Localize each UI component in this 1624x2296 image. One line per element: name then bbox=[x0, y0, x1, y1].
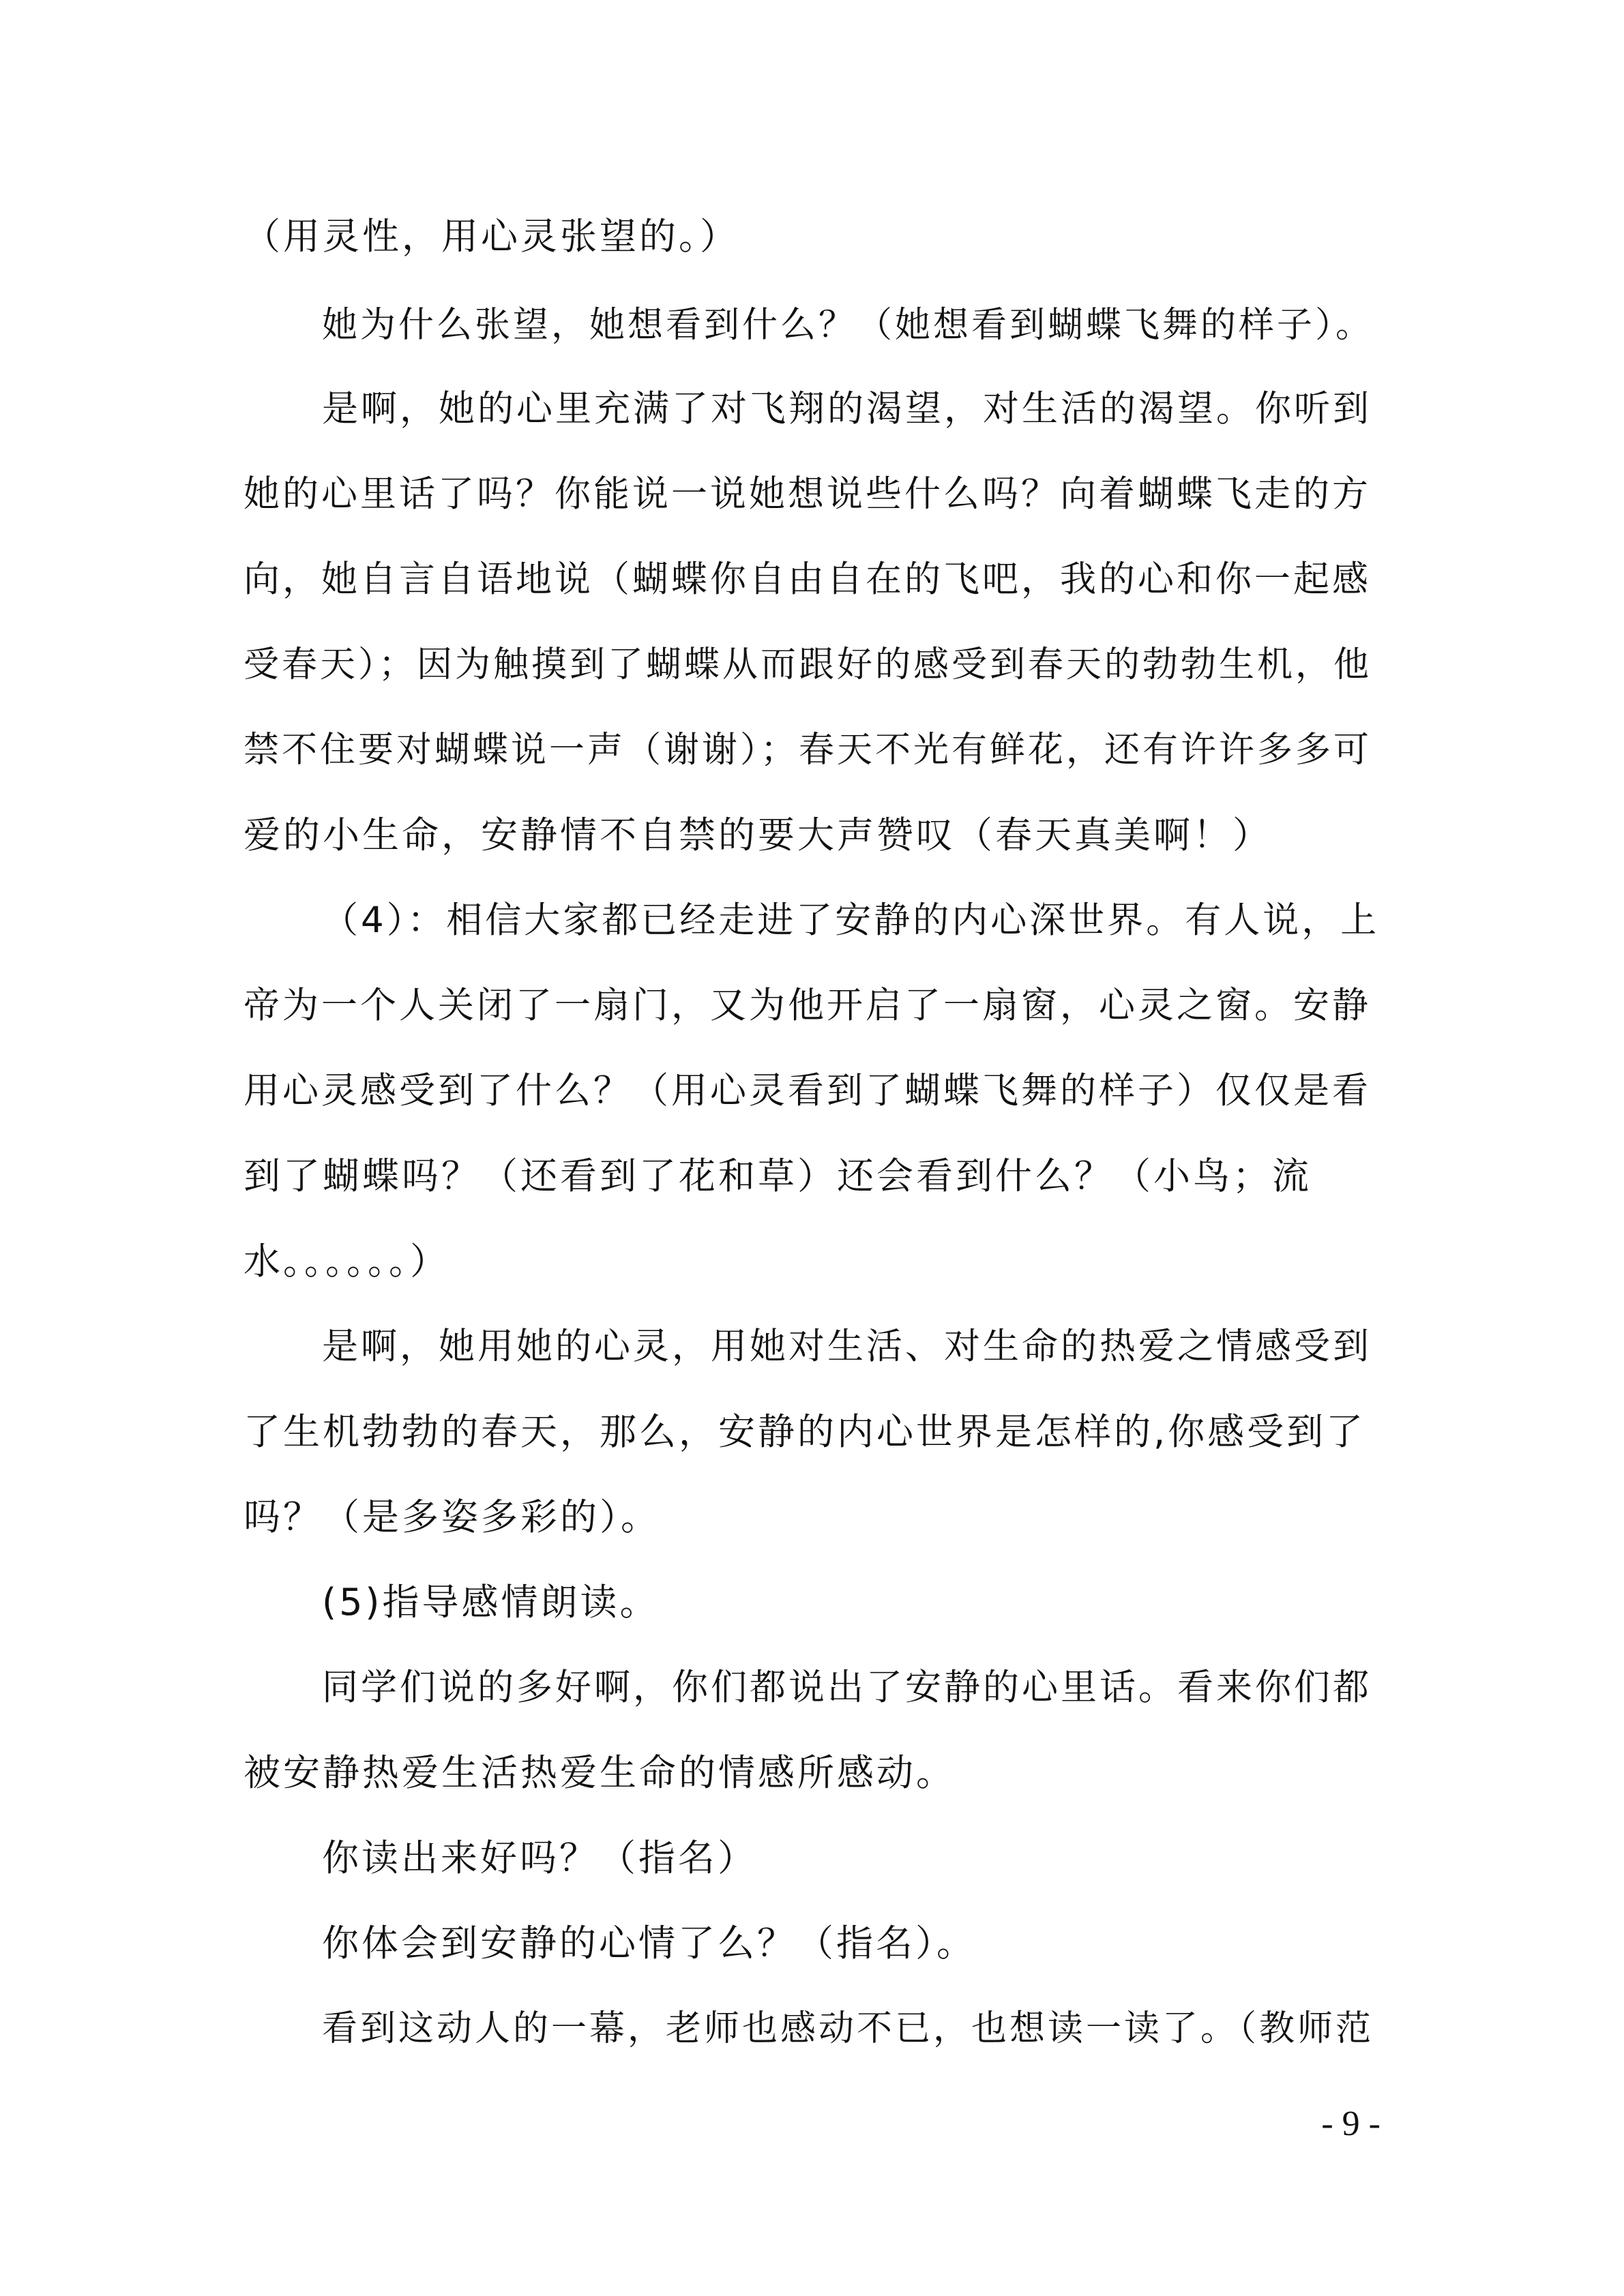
text-line: （用灵性，用心灵张望的。） bbox=[243, 215, 739, 258]
text-line: (5)指导感情朗读。 bbox=[322, 1581, 660, 1624]
text-line: 受春天）；因为触摸到了蝴蝶从而跟好的感受到春天的勃勃生机，他 bbox=[243, 644, 1372, 685]
text-line: 同学们说的多好啊，你们都说出了安静的心里话。看来你们都 bbox=[322, 1667, 1372, 1708]
text-line: 你读出来好吗？（指名） bbox=[322, 1836, 757, 1879]
text-line: 用心灵感受到了什么？（用心灵看到了蝴蝶飞舞的样子）仅仅是看 bbox=[243, 1070, 1371, 1112]
text-line: 水。。。。。。） bbox=[243, 1240, 449, 1283]
text-line: 看到这动人的一幕，老师也感动不已，也想读一读了。（教师范 bbox=[322, 2008, 1374, 2049]
text-line: 是啊，她用她的心灵，用她对生活、对生命的热爱之情感受到 bbox=[322, 1326, 1372, 1367]
text-line: 禁不住要对蝴蝶说一声（谢谢）；春天不光有鲜花，还有许许多多可 bbox=[243, 730, 1372, 771]
text-line: 向，她自言自语地说（蝴蝶你自由自在的飞吧，我的心和你一起感 bbox=[243, 558, 1371, 600]
text-line: 被安静热爱生活热爱生命的情感所感动。 bbox=[243, 1751, 956, 1794]
text-line: 爱的小生命，安静情不自禁的要大声赞叹（春天真美啊！） bbox=[243, 814, 1272, 856]
text-line: （4）：相信大家都已经走进了安静的内心深世界。有人说，上 bbox=[322, 899, 1380, 941]
text-line: 到了蝴蝶吗？（还看到了花和草）还会看到什么？（小鸟；流 bbox=[243, 1154, 1312, 1197]
text-line: 吗？（是多姿多彩的）。 bbox=[243, 1495, 660, 1538]
text-line: 她为什么张望，她想看到什么？（她想看到蝴蝶飞舞的样子）。 bbox=[322, 305, 1374, 346]
page-number: - 9 - bbox=[1321, 2104, 1381, 2143]
text-line: 帝为一个人关闭了一扇门，又为他开启了一扇窗，心灵之窗。安静 bbox=[243, 985, 1371, 1026]
text-line: 她的心里话了吗？你能说一说她想说些什么吗？向着蝴蝶飞走的方 bbox=[243, 473, 1371, 515]
text-line: 你体会到安静的心情了么？（指名）。 bbox=[322, 1922, 976, 1965]
text-line: 了生机勃勃的春天，那么，安静的内心世界是怎样的,你感受到了 bbox=[243, 1410, 1366, 1453]
text-line: 是啊，她的心里充满了对飞翔的渴望，对生活的渴望。你听到 bbox=[322, 388, 1372, 430]
